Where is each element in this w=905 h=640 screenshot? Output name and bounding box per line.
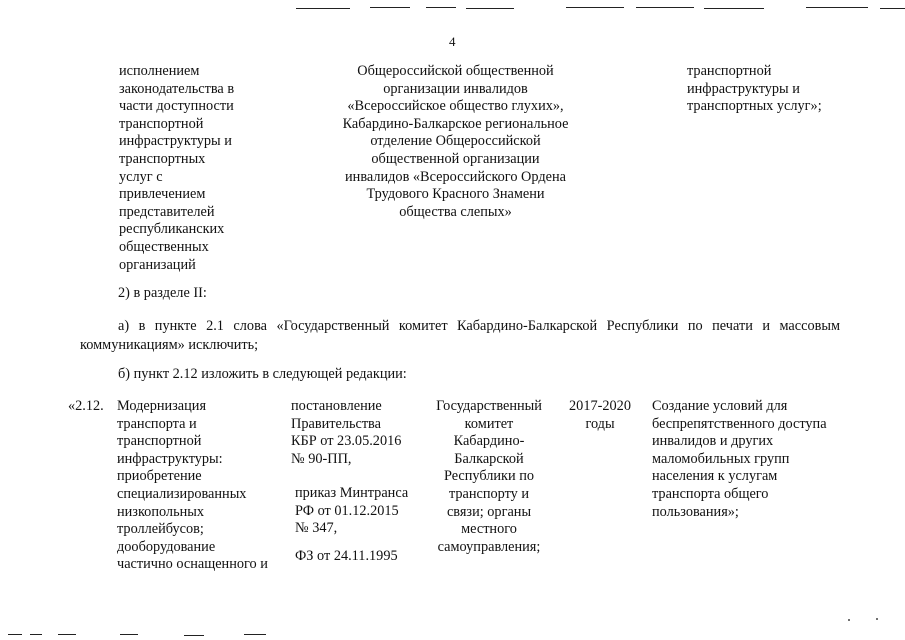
scan-line-bottom <box>58 634 76 635</box>
paragraph-section-2: 2) в разделе II: <box>118 285 207 301</box>
paragraph-point-2-1: а) в пункте 2.1 слова «Государственный комитет Кабардино-Балкарской Республики по печати и массовым коммуникациям» исключить; <box>80 318 840 353</box>
scan-line-bottom <box>184 635 204 636</box>
top-table-col-1: исполнением законодательства в части доступности транспортной инфраструктуры и транспортных услуг с привлечением представителей республиканских общественных организаций <box>119 63 235 273</box>
top-table-col-2: Общероссийской общественной организации инвалидов «Всероссийское общество глухих», Кабардино-Балкарское региональное отделение Общероссийской общественной организации инвалидов «Всероссийского Ордена Трудового Красного Знамени общества слепых» <box>342 63 569 220</box>
item-result: Создание условий для беспрепятственного доступа инвалидов и других маломобильных групп населения к услугам транспорта общего пользования»; <box>652 398 827 520</box>
item-basis-1: постановление Правительства КБР от 23.05.2016 № 90-ПП, <box>291 398 402 467</box>
scan-line-top <box>370 7 410 8</box>
scan-line-bottom <box>244 634 266 635</box>
scan-line-top <box>296 8 350 9</box>
item-period-unit: годы <box>585 415 615 432</box>
scan-line-bottom <box>30 634 42 635</box>
scan-line-top <box>636 7 694 8</box>
scan-line-top <box>566 7 624 8</box>
top-table-col-3: транспортной инфраструктуры и транспортных услуг»; <box>687 63 822 115</box>
item-executor: Государственный комитет Кабардино- Балкарской Республики по транспорту и связи; органы местного самоуправления; <box>436 398 542 555</box>
scan-line-top <box>466 8 514 9</box>
scan-speck <box>848 619 850 621</box>
item-basis-2: приказ Минтранса РФ от 01.12.2015 № 347, <box>295 485 409 537</box>
item-name: Модернизация транспорта и транспортной инфраструктуры: приобретение специализированных низкопольных троллейбусов; дооборудование частично оснащенного и <box>117 398 268 573</box>
scan-line-top <box>704 8 764 9</box>
scan-speck <box>876 618 878 620</box>
page-number: 4 <box>449 34 456 49</box>
item-period-years: 2017-2020 <box>569 398 631 414</box>
scan-line-top <box>806 7 868 8</box>
scan-line-top <box>880 8 905 9</box>
item-basis-3: ФЗ от 24.11.1995 <box>295 548 398 564</box>
item-number: «2.12. <box>68 398 104 414</box>
item-period <box>562 398 638 433</box>
paragraph-point-2-12: б) пункт 2.12 изложить в следующей редакции: <box>118 366 407 382</box>
scan-line-bottom <box>8 634 22 635</box>
scan-line-bottom <box>120 634 138 635</box>
scan-line-top <box>426 7 456 8</box>
